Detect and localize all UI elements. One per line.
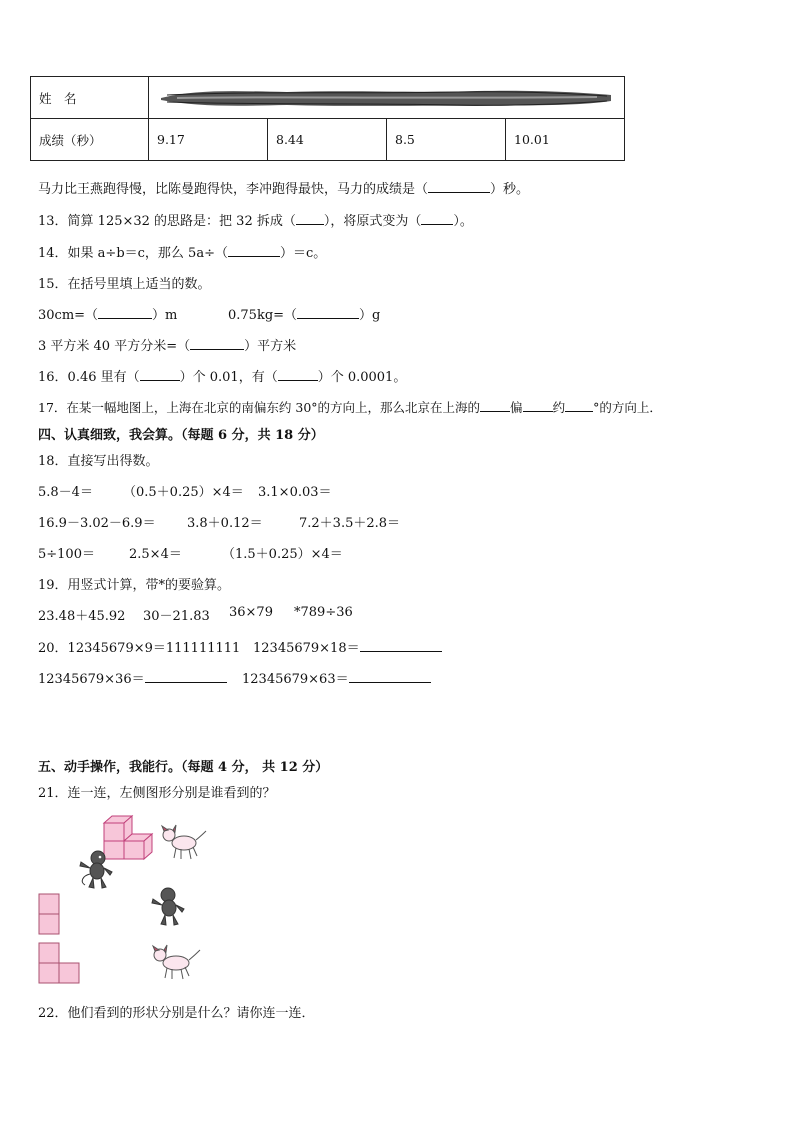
question-19: 19．用竖式计算，带*的要验算。: [38, 578, 231, 593]
question-16: 16．0.46 里有（ ）个 0.01，有（ ）个 0.0001。: [38, 366, 406, 385]
score-cell: [268, 119, 387, 161]
answer-blank[interactable]: [421, 211, 453, 225]
answer-blank[interactable]: [190, 336, 244, 350]
monkey-figure: [78, 850, 116, 890]
answer-blank[interactable]: [349, 669, 431, 683]
section-5-heading: 五、动手操作，我能行。（每题 4 分， 共 12 分）: [38, 760, 329, 775]
question-14: 14．如果 a÷b＝c，那么 5a÷（ ）＝c。: [38, 242, 326, 261]
question-15c: 3 平方米 40 平方分米=（ ）平方米: [38, 335, 296, 354]
answer-blank[interactable]: [565, 399, 593, 413]
question-15b: 0.75kg=（ ）g: [228, 304, 380, 323]
q19-item: 23.48＋45.92: [38, 609, 126, 624]
q18-item: 2.5×4＝: [129, 547, 182, 562]
question-20: 20．12345679×9＝111111111: [38, 641, 241, 656]
q18-item: 5.8－4＝: [38, 485, 93, 500]
section-4-heading: 四、认真细致，我会算。（每题 6 分，共 18 分）: [38, 428, 324, 443]
names-scribble-cell: [149, 77, 625, 119]
answer-blank[interactable]: [296, 211, 324, 225]
score-cell: [506, 119, 625, 161]
two-square-view-shape: [38, 893, 62, 937]
dog-figure: [160, 825, 208, 861]
score-value: 9.17: [157, 132, 185, 147]
answer-blank[interactable]: [480, 399, 510, 413]
scribbled-names-image: [157, 87, 615, 109]
score-value: 8.5: [395, 132, 415, 147]
answer-blank[interactable]: [228, 243, 280, 257]
question-13: 13．简算 125×32 的思路是：把 32 拆成（ ），将原式变为（ ）。: [38, 210, 473, 229]
question-21: 21．连一连，左侧图形分别是谁看到的？: [38, 786, 276, 801]
dog-figure: [150, 945, 202, 981]
question-12: 马力比王燕跑得慢，比陈曼跑得快，李冲跑得最快，马力的成绩是（ ）秒。: [38, 178, 529, 197]
question-15: 15．在括号里填上适当的数。: [38, 277, 211, 292]
question-17: 17．在某一幅地图上，上海在北京的南偏东约 30°的方向上，那么北京在上海的 偏 约 °的方向上．: [38, 400, 662, 415]
q20-item: 12345679×63＝: [242, 668, 431, 687]
score-value: 8.44: [276, 132, 304, 147]
q18-item: （1.5＋0.25）×4＝: [222, 547, 343, 562]
score-value: 10.01: [514, 132, 550, 147]
answer-blank[interactable]: [297, 305, 359, 319]
q20-item: 12345679×36＝: [38, 668, 227, 687]
answer-blank[interactable]: [278, 367, 318, 381]
score-label: 成绩（秒）: [39, 132, 102, 148]
name-label-cell: [31, 77, 149, 119]
answer-blank[interactable]: [428, 179, 490, 193]
question-15a: 30cm=（ ）m: [38, 304, 177, 323]
l-view-shape: [38, 942, 84, 986]
q19-item: 36×79: [229, 605, 273, 620]
q19-item: *789÷36: [294, 605, 353, 620]
monkey-figure: [150, 887, 188, 927]
q20-item: 12345679×18＝: [253, 637, 442, 656]
q19-item: 30－21.83: [143, 609, 210, 624]
name-label: 姓 名: [39, 90, 77, 106]
answer-blank[interactable]: [98, 305, 152, 319]
q18-item: 16.9－3.02－6.9＝: [38, 516, 156, 531]
q18-item: （0.5＋0.25）×4＝: [123, 485, 244, 500]
q18-item: 3.8＋0.12＝: [187, 516, 263, 531]
question-18: 18．直接写出得数。: [38, 454, 159, 469]
answer-blank[interactable]: [145, 669, 227, 683]
q18-item: 7.2＋3.5＋2.8＝: [299, 516, 401, 531]
q18-item: 5÷100＝: [38, 547, 95, 562]
score-cell: [387, 119, 506, 161]
score-label-cell: [31, 119, 149, 161]
question-22: 22．他们看到的形状分别是什么？请你连一连．: [38, 1006, 315, 1021]
score-cell: [149, 119, 268, 161]
answer-blank[interactable]: [360, 638, 442, 652]
score-table: [30, 76, 625, 161]
q18-item: 3.1×0.03＝: [258, 485, 332, 500]
answer-blank[interactable]: [523, 399, 553, 413]
answer-blank[interactable]: [140, 367, 180, 381]
